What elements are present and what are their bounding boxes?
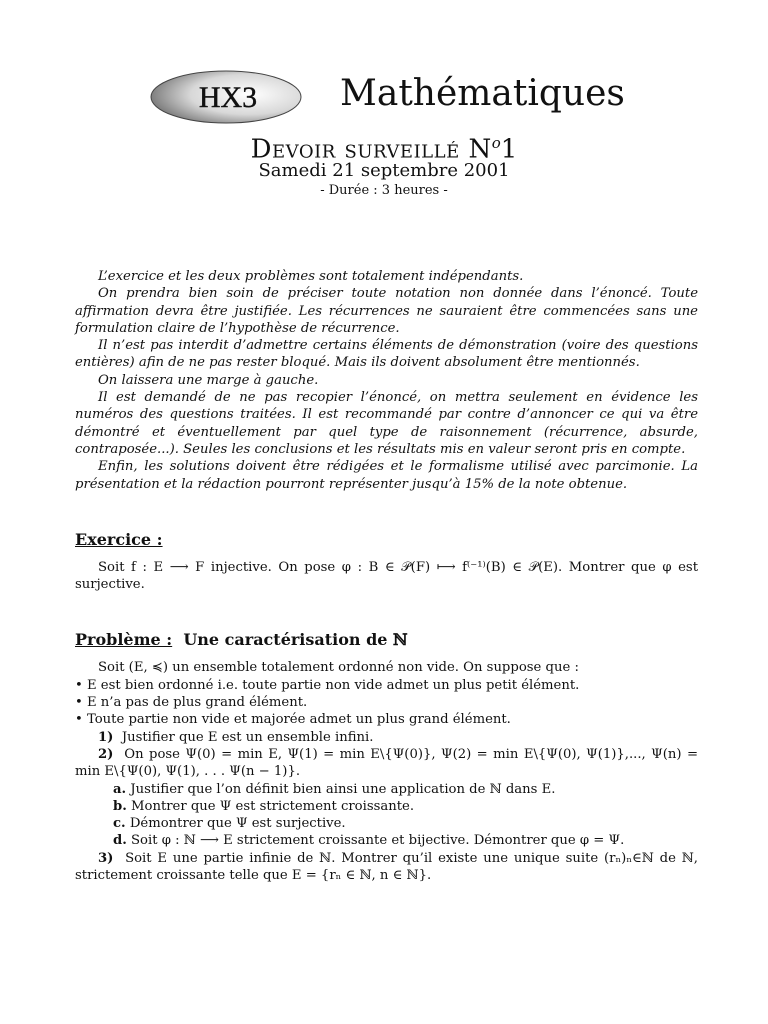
probleme-line: • E n’a pas de plus grand élément. — [75, 695, 308, 711]
subquestion-text: Soit φ : ℕ ⟶ E strictement croissante et bijective. Démontrer que φ = Ψ. — [131, 833, 625, 849]
instruction-paragraph: L’exercice et les deux problèmes sont totalement indépendants. — [98, 269, 524, 284]
question-number: 1) — [98, 729, 114, 745]
probleme-heading-title: Une caractérisation de ℕ — [183, 630, 408, 650]
subquestion-label: b. — [113, 798, 127, 814]
subquestion-text: Montrer que Ψ est strictement croissante. — [131, 798, 415, 814]
instruction-paragraph: Il n’est pas interdit d’admettre certains éléments de démonstration (voire des questions entières) afin de ne pas rester bloqué. Mais ils doivent absolument être mentionnés. — [75, 338, 698, 371]
exam-duration: - Durée : 3 heures - — [320, 183, 448, 198]
subtitle-text: Devoir surveillé N — [250, 134, 492, 165]
subquestion-label: d. — [113, 833, 127, 849]
exercice-heading — [75, 529, 698, 551]
probleme-line: Soit (E, ≼) un ensemble totalement ordonné non vide. On suppose que : — [98, 660, 579, 676]
subtitle-sup: o — [491, 134, 501, 152]
subquestion-text: Justifier que l’on définit bien ainsi une application de ℕ dans E. — [130, 781, 556, 797]
instructions — [75, 268, 698, 493]
document-body — [75, 268, 698, 884]
question-text: Soit E une partie infinie de ℕ. Montrer qu’il existe une unique suite (rₙ)ₙ∈ℕ de ℕ, strictement croissante telle que E = {rₙ ∈ ℕ, n ∈ ℕ}. — [75, 850, 698, 884]
hx3-logo — [150, 70, 302, 124]
instruction-paragraph: On laissera une marge à gauche. — [98, 372, 319, 388]
subquestion-label: c. — [113, 816, 126, 832]
subtitle-num: 1 — [500, 134, 518, 165]
subquestion-a — [75, 781, 698, 798]
exercice-text: Soit f : E ⟶ F injective. On pose φ : B ∈ 𝒫(F) ⟼ f⁽⁻¹⁾(B) ∈ 𝒫(E). Montrer que φ est surjective. — [75, 559, 698, 593]
subquestion-c — [75, 815, 698, 832]
subquestion-text: Démontrer que Ψ est surjective. — [129, 816, 346, 832]
probleme-heading-label: Problème : — [75, 630, 173, 650]
subquestion-d — [75, 832, 698, 849]
question-text: On pose Ψ(0) = min E, Ψ(1) = min E\{Ψ(0)}, Ψ(2) = min E\{Ψ(0), Ψ(1)},..., Ψ(n) = min E\{Ψ(0), Ψ(1), . . . Ψ(n − 1)}. — [75, 746, 698, 780]
instruction-paragraph: Enfin, les solutions doivent être rédigées et le formalisme utilisé avec parcimonie. La présentation et la rédaction pourront représenter jusqu’à 15% de la note obtenue. — [75, 459, 698, 492]
subquestion-label: a. — [113, 781, 127, 797]
question-2 — [75, 746, 698, 781]
instruction-paragraph: On prendra bien soin de préciser toute notation non donnée dans l’énoncé. Toute affirmation devra être justifiée. Les récurrences ne sauraient être commencées sans une formulation claire de l’hypothèse de récurrence. — [75, 286, 698, 336]
probleme-body — [75, 659, 698, 884]
question-number: 2) — [98, 746, 114, 762]
instruction-paragraph: Il est demandé de ne pas recopier l’énoncé, on mettra seulement en évidence les numéros des questions traitées. Il est recommandé par contre d’annoncer ce qui va être démontré et éventuellement par quel type de raisonnement (récurrence, absurde, contraposée...). Seules les conclusions et les résultats mis en valeur seront pris en compte. — [75, 390, 698, 457]
logo-text: HX3 — [198, 81, 258, 114]
probleme-heading — [75, 629, 698, 651]
page-title: Mathématiques — [340, 73, 625, 114]
subquestion-b — [75, 798, 698, 815]
question-1 — [75, 729, 698, 746]
exercice-heading-label: Exercice : — [75, 529, 163, 549]
probleme-line: • Toute partie non vide et majorée admet un plus grand élément. — [75, 712, 511, 728]
probleme-line: • E est bien ordonné i.e. toute partie non vide admet un plus petit élément. — [75, 677, 580, 693]
exercice-body — [75, 559, 698, 594]
question-3 — [75, 850, 698, 885]
exam-date: Samedi 21 septembre 2001 — [258, 160, 510, 181]
question-number: 3) — [98, 850, 114, 866]
question-text: Justifier que E est un ensemble infini. — [121, 729, 374, 745]
